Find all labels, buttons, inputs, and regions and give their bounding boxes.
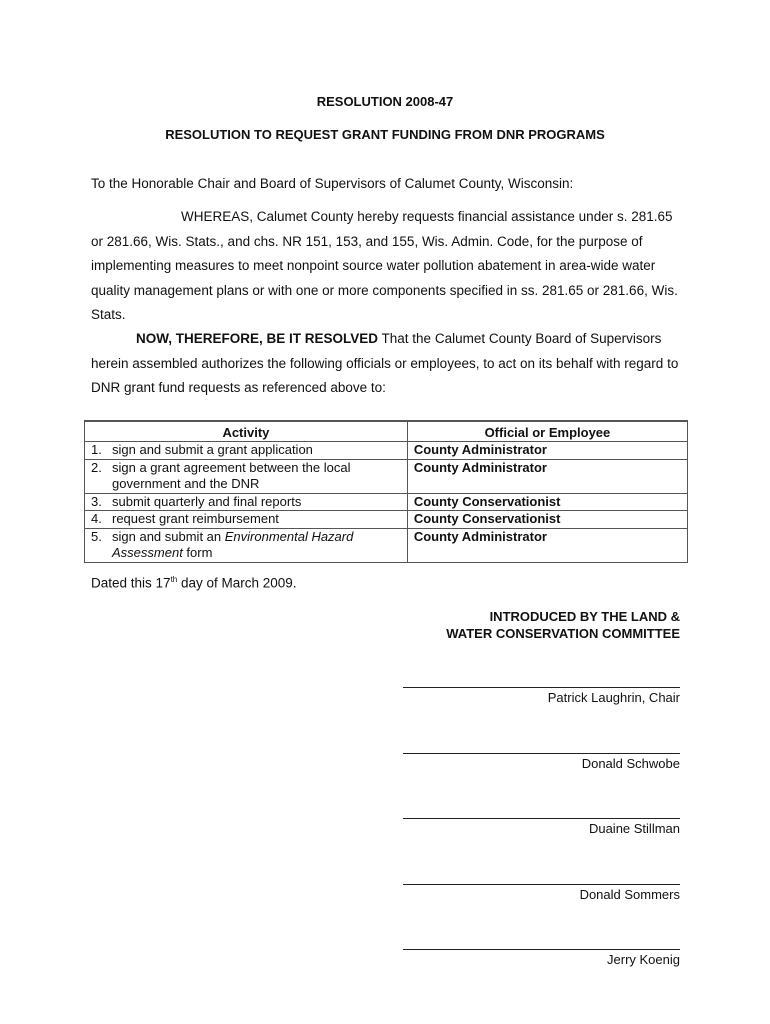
activity-text-post: form (182, 545, 213, 560)
table-row (85, 528, 688, 562)
activity-text: sign and submit a grant application (112, 442, 313, 457)
introduced-line-1: INTRODUCED BY THE LAND & (489, 609, 680, 624)
resolved-paragraph (91, 327, 681, 401)
signatory-name: Jerry Koenig (607, 952, 680, 967)
official-header: Official or Employee (407, 421, 687, 442)
resolved-text: That the Calumet County Board of Supervisors herein assembled authorizes the following officials or employees, to act on its behalf with regard to DNR grant fund requests as referenced above to: (91, 331, 679, 395)
signature-line (403, 752, 680, 754)
activity-text: request grant reimbursement (112, 511, 279, 526)
activity-cell (85, 459, 408, 493)
row-number: 2. (91, 459, 102, 475)
activity-text: submit quarterly and final reports (112, 493, 302, 509)
introduced-by (446, 608, 680, 642)
table-row (85, 459, 688, 493)
signature-block (403, 686, 680, 705)
official-cell: County Administrator (407, 459, 687, 493)
dated-ordinal: th (170, 575, 178, 584)
activity-text-pre: sign and submit an (112, 528, 225, 544)
signature-block (403, 883, 680, 902)
activity-cell (85, 493, 408, 511)
dated-prefix: Dated this 17 (91, 575, 171, 591)
activity-cell (85, 511, 408, 529)
table-row (85, 511, 688, 529)
signatory-name: Duaine Stillman (588, 821, 680, 836)
activity-header: Activity (85, 421, 408, 442)
signature-line (403, 817, 680, 819)
row-number: 4. (91, 511, 102, 526)
resolution-title: RESOLUTION TO REQUEST GRANT FUNDING FROM DNR PROGRAMS (165, 127, 605, 142)
activity-cell (85, 442, 408, 460)
activity-text-italic: Environmental Hazard Assessment (112, 528, 354, 560)
row-number: 3. (91, 493, 102, 509)
whereas-paragraph: WHEREAS, Calumet County hereby requests financial assistance under s. 281.65 or 281.66, Wis. Stats., and chs. NR 151, 153, and 155, Wis. Admin. Code, for the purpose of implementing measures to meet nonpoint source water pollution abatement in area-wide water quality management plans or with one or more components specified in ss. 281.65 or 281.66, Wis. Stats. (91, 209, 678, 322)
row-number: 1. (91, 442, 102, 457)
activity-cell (85, 528, 408, 562)
activity-text (112, 529, 392, 562)
signatory-name: Donald Schwobe (581, 756, 680, 771)
signature-line (403, 883, 680, 885)
salutation: To the Honorable Chair and Board of Supervisors of Calumet County, Wisconsin: (91, 176, 574, 191)
signature-line (403, 948, 680, 950)
signatory-name: Patrick Laughrin, Chair (547, 690, 680, 705)
table-row (85, 493, 688, 511)
activity-text: sign a grant agreement between the local government and the DNR (112, 459, 351, 491)
resolved-lead: NOW, THEREFORE, BE IT RESOLVED (136, 331, 379, 346)
resolution-number: RESOLUTION 2008-47 (316, 94, 454, 109)
signature-block (403, 948, 680, 967)
signatory-name: Donald Sommers (579, 887, 680, 902)
table-row (85, 442, 688, 460)
official-cell: County Administrator (407, 528, 687, 562)
dated-rest: day of March 2009. (177, 575, 297, 591)
authorization-table (84, 420, 688, 563)
signature-block (403, 752, 680, 771)
introduced-line-2: WATER CONSERVATION COMMITTEE (446, 626, 680, 641)
table-header-row (85, 421, 688, 442)
official-cell: County Conservationist (407, 511, 687, 529)
signature-line (403, 686, 680, 688)
signature-block (403, 817, 680, 836)
dated-line (91, 575, 297, 591)
official-cell: County Administrator (407, 442, 687, 460)
official-cell: County Conservationist (407, 493, 687, 511)
row-number: 5. (91, 528, 102, 544)
